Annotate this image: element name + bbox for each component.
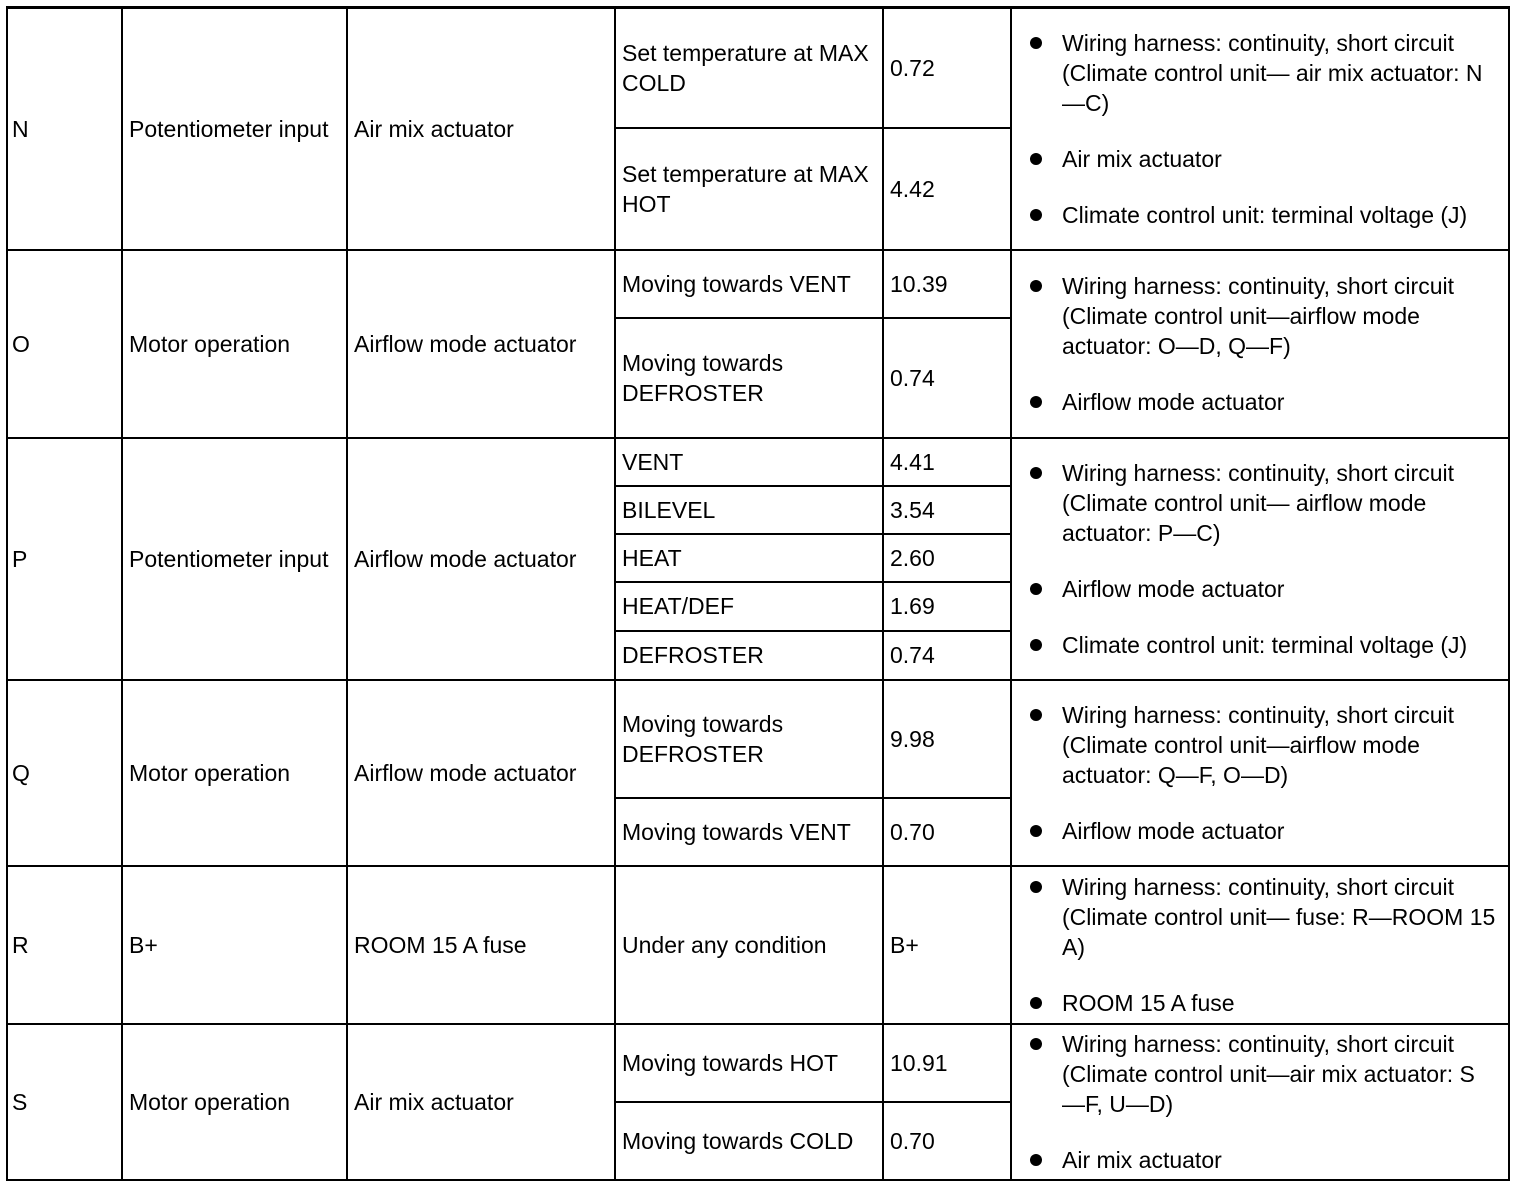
- terminal-cell: O: [7, 250, 122, 438]
- table-row: [7, 438, 1509, 486]
- list-item: Air mix actuator: [1062, 144, 1496, 174]
- voltage-cell: 4.42: [883, 128, 1011, 250]
- terminal-cell: Q: [7, 680, 122, 866]
- list-item: Airflow mode actuator: [1062, 574, 1496, 604]
- voltage-cell: B+: [883, 866, 1011, 1024]
- signal-cell: Potentiometer input: [122, 438, 347, 680]
- terminal-cell: P: [7, 438, 122, 680]
- voltage-cell: 9.98: [883, 680, 1011, 798]
- condition-cell: VENT: [615, 438, 883, 486]
- voltage-cell: 10.91: [883, 1024, 1011, 1102]
- list-item: Wiring harness: continuity, short circuit (Climate control unit— fuse: R—ROOM 15 A): [1062, 873, 1496, 960]
- voltage-cell: 0.70: [883, 798, 1011, 866]
- voltage-cell: 10.39: [883, 250, 1011, 318]
- voltage-cell: 0.74: [883, 318, 1011, 438]
- condition-cell: Moving towards VENT: [615, 798, 883, 866]
- list-item: Wiring harness: continuity, short circuit (Climate control unit—air mix actuator: S—F, U—D): [1062, 1029, 1496, 1119]
- condition-cell: Moving towards HOT: [615, 1024, 883, 1102]
- list-item: Wiring harness: continuity, short circuit (Climate control unit—airflow mode actuator: Q—F, O—D): [1062, 700, 1496, 790]
- voltage-cell: 2.60: [883, 534, 1011, 582]
- list-item: Airflow mode actuator: [1062, 816, 1496, 846]
- table-row: [7, 1024, 1509, 1102]
- connected-to-cell: Airflow mode actuator: [347, 680, 615, 866]
- list-item: Wiring harness: continuity, short circuit (Climate control unit— airflow mode actuator: P—C): [1062, 458, 1496, 548]
- check-list: [1018, 1029, 1502, 1175]
- check-list: [1018, 700, 1502, 846]
- list-item: Airflow mode actuator: [1062, 387, 1496, 417]
- list-item: ROOM 15 A fuse: [1062, 988, 1496, 1018]
- voltage-cell: 0.74: [883, 631, 1011, 680]
- signal-cell: Potentiometer input: [122, 8, 347, 250]
- terminal-cell: N: [7, 8, 122, 250]
- list-item: Wiring harness: continuity, short circuit (Climate control unit—airflow mode actuator: O—D, Q—F): [1062, 271, 1496, 361]
- signal-cell: Motor operation: [122, 1024, 347, 1180]
- signal-cell: Motor operation: [122, 250, 347, 438]
- condition-cell: Set temperature at MAX HOT: [615, 128, 883, 250]
- list-item: Air mix actuator: [1062, 1145, 1496, 1175]
- condition-cell: Under any condition: [615, 866, 883, 1024]
- check-list: [1018, 271, 1502, 417]
- check-list: [1018, 458, 1502, 660]
- condition-cell: BILEVEL: [615, 486, 883, 534]
- voltage-cell: 0.72: [883, 8, 1011, 128]
- connected-to-cell: ROOM 15 A fuse: [347, 866, 615, 1024]
- voltage-cell: 3.54: [883, 486, 1011, 534]
- connected-to-cell: Air mix actuator: [347, 8, 615, 250]
- condition-cell: Moving towards VENT: [615, 250, 883, 318]
- check-items-cell: [1011, 8, 1509, 250]
- connected-to-cell: Air mix actuator: [347, 1024, 615, 1180]
- check-items-cell: [1011, 1024, 1509, 1180]
- connected-to-cell: Airflow mode actuator: [347, 250, 615, 438]
- terminal-cell: R: [7, 866, 122, 1024]
- list-item: Climate control unit: terminal voltage (J): [1062, 200, 1496, 230]
- check-items-cell: [1011, 680, 1509, 866]
- condition-cell: Moving towards DEFROSTER: [615, 318, 883, 438]
- condition-cell: HEAT/DEF: [615, 582, 883, 631]
- table-row: [7, 250, 1509, 318]
- table-row: [7, 8, 1509, 128]
- voltage-cell: 0.70: [883, 1102, 1011, 1180]
- check-list: [1018, 28, 1502, 230]
- list-item: Climate control unit: terminal voltage (J): [1062, 630, 1496, 660]
- condition-cell: Moving towards DEFROSTER: [615, 680, 883, 798]
- check-items-cell: [1011, 250, 1509, 438]
- signal-cell: B+: [122, 866, 347, 1024]
- terminal-cell: S: [7, 1024, 122, 1180]
- table-row: [7, 866, 1509, 1024]
- check-items-cell: [1011, 438, 1509, 680]
- table-row: [7, 680, 1509, 798]
- check-items-cell: [1011, 866, 1509, 1024]
- list-item: Wiring harness: continuity, short circuit (Climate control unit— air mix actuator: N—C): [1062, 28, 1496, 118]
- condition-cell: Set temperature at MAX COLD: [615, 8, 883, 128]
- connected-to-cell: Airflow mode actuator: [347, 438, 615, 680]
- condition-cell: DEFROSTER: [615, 631, 883, 680]
- terminal-voltage-table: [6, 6, 1510, 1181]
- voltage-cell: 4.41: [883, 438, 1011, 486]
- condition-cell: HEAT: [615, 534, 883, 582]
- condition-cell: Moving towards COLD: [615, 1102, 883, 1180]
- voltage-cell: 1.69: [883, 582, 1011, 631]
- check-list: [1018, 872, 1502, 1018]
- signal-cell: Motor operation: [122, 680, 347, 866]
